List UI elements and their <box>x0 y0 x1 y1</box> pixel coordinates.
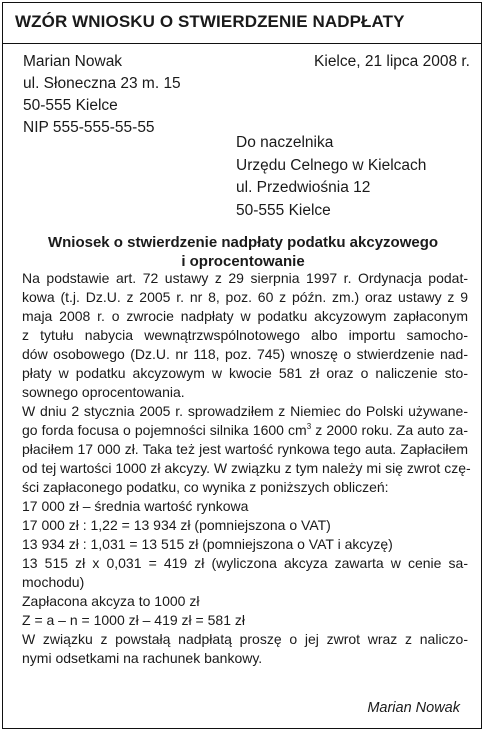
body-line: maja 2008 r. o zwrocie nadpłaty w podatku akcyzowym zapłaconym <box>22 308 468 324</box>
superscript: 3 <box>306 422 312 431</box>
body-text-segment: go forda focusa o pojemności silnika 1600 cm <box>22 422 307 438</box>
recipient-block <box>236 132 426 222</box>
request-body <box>22 269 471 668</box>
recipient-line: Do naczelnika <box>236 134 334 151</box>
body-line: ści zapłaconego podatku, co wynika z poniższych obliczeń: <box>22 479 389 495</box>
closing-line: nymi odsetkami na rachunek bankowy. <box>22 650 263 666</box>
sender-city: 50-555 Kielce <box>23 97 118 114</box>
body-line-with-superscript <box>22 421 468 440</box>
calculation-line: 13 515 zł x 0,031 = 419 zł (wyliczona akcyza zawarta w cenie sa- <box>22 555 468 571</box>
sender-nip: NIP 555-555-55-55 <box>23 119 155 136</box>
body-line: sownego oprocentowania. <box>22 384 185 400</box>
sender-street: ul. Słoneczna 23 m. 15 <box>23 75 181 92</box>
calculation-line: Zapłacona akcyza to 1000 zł <box>22 593 200 609</box>
request-title-line: i oprocentowanie <box>181 253 305 270</box>
body-line: W dniu 2 stycznia 2005 r. sprowadziłem z Niemiec do Polski używane- <box>22 403 468 419</box>
calculation-line: Z = a – n = 1000 zł – 419 zł = 581 zł <box>22 612 245 628</box>
signature: Marian Nowak <box>367 700 460 716</box>
recipient-line: ul. Przedwiośnia 12 <box>236 179 371 196</box>
recipient-line: 50-555 Kielce <box>236 201 331 219</box>
document-date: Kielce, 21 lipca 2008 r. <box>314 53 470 70</box>
calculation-line: mochodu) <box>22 574 85 590</box>
body-line: płaty w podatku akcyzowym w kwocie 581 zł oraz o naliczenie sto- <box>22 365 468 381</box>
request-title-line: Wniosek o stwierdzenie nadpłaty podatku akcyzowego <box>47 234 439 251</box>
recipient-line: Urzędu Celnego w Kielcach <box>236 156 427 174</box>
body-line: kowa (t.j. Dz.U. z 2005 r. nr 8, poz. 60 z późn. zm.) oraz ustawy z 9 <box>22 289 468 305</box>
calculation-line: 17 000 zł : 1,22 = 13 934 zł (pomniejszona o VAT) <box>22 517 331 533</box>
body-line: od tej wartości 1000 zł akcyzy. W związku z tym należy mi się zwrot czę- <box>22 460 471 476</box>
page-title: WZÓR WNIOSKU O STWIERDZENIE NADPŁATY <box>15 12 405 31</box>
body-line: płaciłem 17 000 zł. Taka też jest wartość rynkowa tego auta. Zapłaciłem <box>22 441 468 457</box>
calculation-line: 13 934 zł : 1,031 = 13 515 zł (pomniejszona o VAT i akcyzę) <box>22 536 393 552</box>
sender-name: Marian Nowak <box>23 53 123 70</box>
body-line: Na podstawie art. 72 ustawy z 29 sierpnia 1997 r. Ordynacja podat- <box>22 270 468 286</box>
sender-block <box>23 51 181 139</box>
request-title <box>14 233 472 271</box>
body-line: z tytułu nabycia wewnątrzwspólnotowego albo importu samocho- <box>22 327 468 343</box>
body-text-segment: z 2000 roku. Za auto za- <box>311 422 468 438</box>
closing-line: W związku z powstałą nadpłatą proszę o jej zwrot wraz z naliczo- <box>22 631 468 647</box>
body-line: dów osobowego (Dz.U. nr 118, poz. 745) wnoszę o stwierdzenie nad- <box>22 346 468 362</box>
header-bar <box>3 3 481 44</box>
calculation-line: 17 000 zł – średnia wartość rynkowa <box>22 498 249 514</box>
